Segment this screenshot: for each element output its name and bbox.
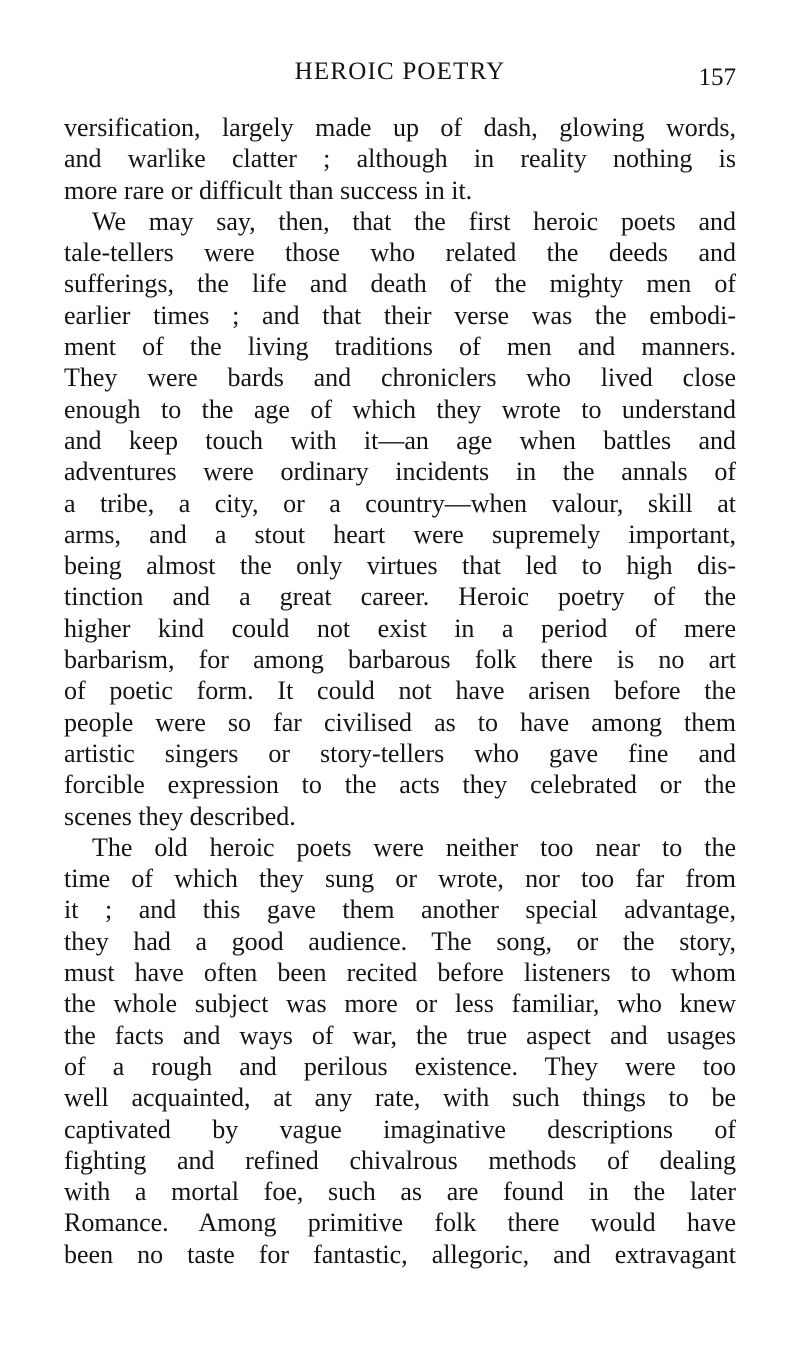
text-line: and keep touch with it—an age when battles and [64,425,736,455]
text-line: The old heroic poets were neither too near to the [92,832,736,862]
text-line: being almost the only virtues that led to high dis- [64,551,736,581]
page-number: 157 [698,64,736,91]
text-line: time of which they sung or wrote, nor too far from [64,864,736,894]
text-line: tinction and a great career. Heroic poetry of the [64,582,736,612]
text-line: the facts and ways of war, the true aspect and usages [64,1020,736,1050]
text-line: with a mortal foe, such as are found in the later [64,1177,736,1207]
text-line: of poetic form. It could not have arisen before the [64,676,736,706]
running-head: HEROIC POETRY [294,58,506,85]
text-line: ment of the living traditions of men and manners. [64,332,736,362]
text-line: They were bards and chroniclers who lived close [64,363,736,393]
text-line: forcible expression to the acts they celebrated or the [64,770,736,800]
text-line: of a rough and perilous existence. They were too [64,1051,736,1081]
text-line: must have often been recited before listeners to whom [64,958,736,988]
text-line: enough to the age of which they wrote to understand [64,394,736,424]
text-line: a tribe, a city, or a country—when valour, skill at [64,488,736,518]
text-line: adventures were ordinary incidents in the annals of [64,457,736,487]
text-line: they had a good audience. The song, or the story, [64,926,736,956]
text-line: sufferings, the life and death of the mighty men of [64,269,736,299]
text-line: tale-tellers were those who related the deeds and [64,238,736,268]
text-line: scenes they described. [64,801,296,831]
page-header [64,56,736,96]
text-line: artistic singers or story-tellers who gave fine and [64,738,736,768]
text-line: versification, largely made up of dash, glowing words, [64,113,736,142]
text-line: and warlike clatter ; although in reality nothing is [64,144,736,174]
text-line: fighting and refined chivalrous methods of dealing [64,1145,736,1175]
text-line: barbarism, for among barbarous folk there is no art [64,645,736,675]
text-line: well acquainted, at any rate, with such things to be [64,1083,736,1113]
text-line: We may say, then, that the first heroic poets and [92,206,736,236]
text-line: arms, and a stout heart were supremely important, [64,519,736,549]
text-line: Romance. Among primitive folk there would have [64,1208,736,1238]
text-line: the whole subject was more or less familiar, who knew [64,989,736,1019]
text-line: people were so far civilised as to have among them [64,707,736,737]
body-text [64,112,736,1270]
text-line: captivated by vague imaginative descriptions of [64,1114,736,1144]
text-line: more rare or difficult than success in it. [64,175,473,205]
text-line: earlier times ; and that their verse was the embodi- [64,300,736,330]
text-line: been no taste for fantastic, allegoric, and extravagant [64,1239,736,1269]
text-line: it ; and this gave them another special advantage, [64,895,736,925]
text-line: higher kind could not exist in a period of mere [64,613,736,643]
